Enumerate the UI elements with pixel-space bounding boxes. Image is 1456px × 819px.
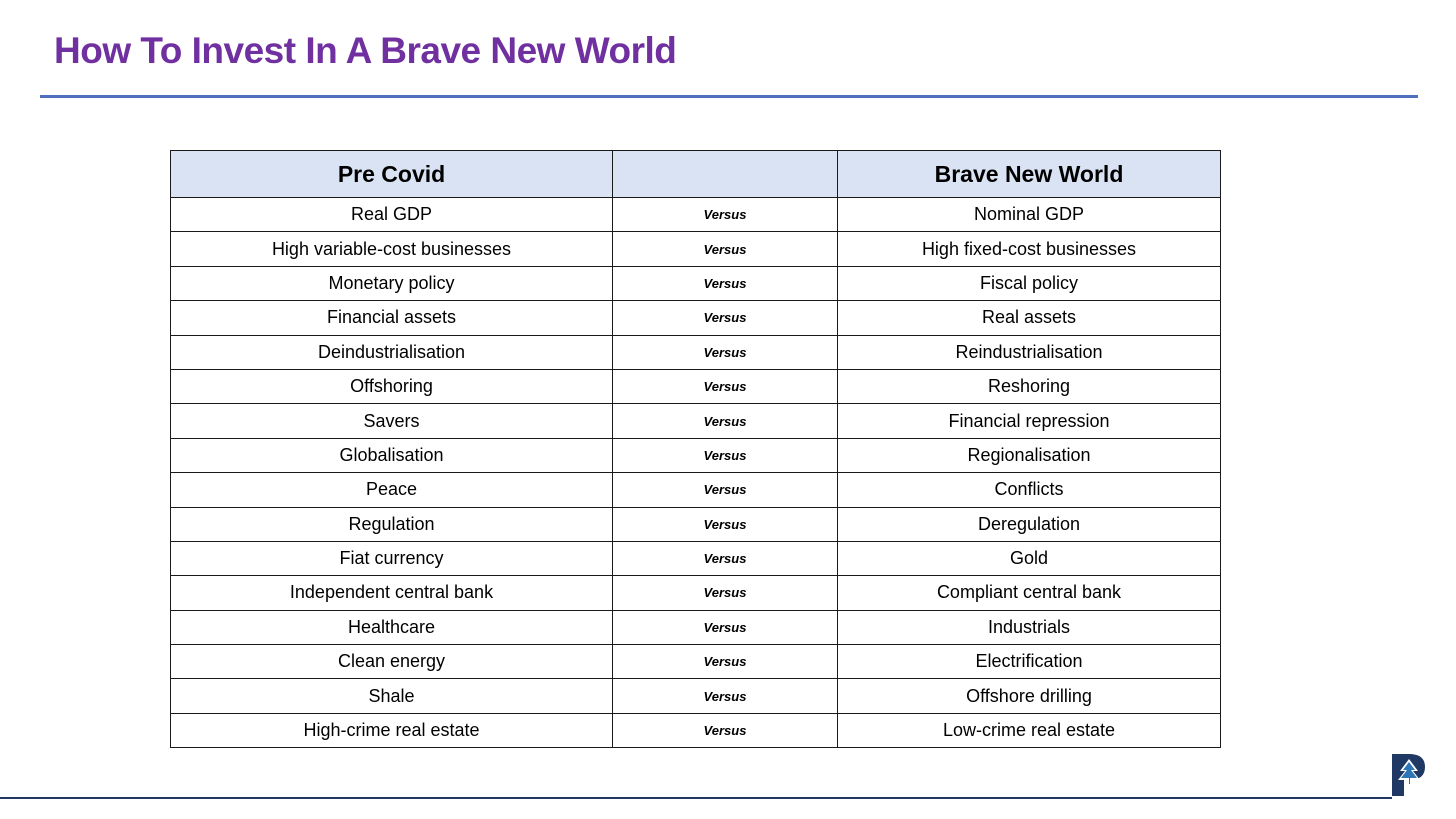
cell-pre-covid: Monetary policy [171, 266, 613, 300]
cell-brave-new-world: Reindustrialisation [838, 335, 1221, 369]
cell-pre-covid: Financial assets [171, 301, 613, 335]
cell-versus: Versus [613, 404, 838, 438]
cell-brave-new-world: Regionalisation [838, 438, 1221, 472]
cell-versus: Versus [613, 473, 838, 507]
cell-pre-covid: Offshoring [171, 369, 613, 403]
header-blank [613, 151, 838, 198]
table-row [171, 335, 1221, 369]
table-row [171, 438, 1221, 472]
cell-brave-new-world: Compliant central bank [838, 576, 1221, 610]
cell-brave-new-world: Electrification [838, 645, 1221, 679]
table-row [171, 679, 1221, 713]
cell-pre-covid: Clean energy [171, 645, 613, 679]
cell-versus: Versus [613, 232, 838, 266]
cell-brave-new-world: Financial repression [838, 404, 1221, 438]
cell-pre-covid: Deindustrialisation [171, 335, 613, 369]
footer-divider [0, 797, 1392, 799]
cell-brave-new-world: Reshoring [838, 369, 1221, 403]
cell-brave-new-world: Industrials [838, 610, 1221, 644]
cell-pre-covid: Shale [171, 679, 613, 713]
cell-brave-new-world: Gold [838, 541, 1221, 575]
comparison-table [170, 150, 1221, 748]
cell-brave-new-world: Nominal GDP [838, 198, 1221, 232]
cell-pre-covid: Savers [171, 404, 613, 438]
cell-versus: Versus [613, 301, 838, 335]
title-divider [40, 95, 1418, 98]
header-brave-new-world: Brave New World [838, 151, 1221, 198]
cell-brave-new-world: Offshore drilling [838, 679, 1221, 713]
company-logo-icon [1389, 750, 1429, 800]
table-row [171, 576, 1221, 610]
table-row [171, 404, 1221, 438]
header-pre-covid: Pre Covid [171, 151, 613, 198]
table-row [171, 369, 1221, 403]
cell-versus: Versus [613, 576, 838, 610]
cell-brave-new-world: Conflicts [838, 473, 1221, 507]
table-row [171, 232, 1221, 266]
cell-versus: Versus [613, 645, 838, 679]
cell-versus: Versus [613, 369, 838, 403]
cell-pre-covid: Regulation [171, 507, 613, 541]
table-row [171, 645, 1221, 679]
table-row [171, 507, 1221, 541]
cell-pre-covid: Fiat currency [171, 541, 613, 575]
cell-versus: Versus [613, 507, 838, 541]
table-body [171, 198, 1221, 748]
cell-brave-new-world: Real assets [838, 301, 1221, 335]
cell-versus: Versus [613, 541, 838, 575]
cell-pre-covid: Independent central bank [171, 576, 613, 610]
cell-versus: Versus [613, 266, 838, 300]
cell-pre-covid: High-crime real estate [171, 713, 613, 747]
table-row [171, 301, 1221, 335]
cell-versus: Versus [613, 198, 838, 232]
cell-brave-new-world: Fiscal policy [838, 266, 1221, 300]
table-row [171, 198, 1221, 232]
cell-brave-new-world: Low-crime real estate [838, 713, 1221, 747]
cell-versus: Versus [613, 335, 838, 369]
table-row [171, 541, 1221, 575]
table-row [171, 266, 1221, 300]
cell-pre-covid: Peace [171, 473, 613, 507]
cell-pre-covid: Real GDP [171, 198, 613, 232]
table-row [171, 610, 1221, 644]
cell-brave-new-world: High fixed-cost businesses [838, 232, 1221, 266]
table-row [171, 713, 1221, 747]
cell-versus: Versus [613, 610, 838, 644]
cell-pre-covid: Healthcare [171, 610, 613, 644]
cell-versus: Versus [613, 713, 838, 747]
table-row [171, 473, 1221, 507]
cell-versus: Versus [613, 438, 838, 472]
table-header-row [171, 151, 1221, 198]
cell-brave-new-world: Deregulation [838, 507, 1221, 541]
slide-title: How To Invest In A Brave New World [54, 30, 677, 71]
cell-versus: Versus [613, 679, 838, 713]
cell-pre-covid: Globalisation [171, 438, 613, 472]
cell-pre-covid: High variable-cost businesses [171, 232, 613, 266]
